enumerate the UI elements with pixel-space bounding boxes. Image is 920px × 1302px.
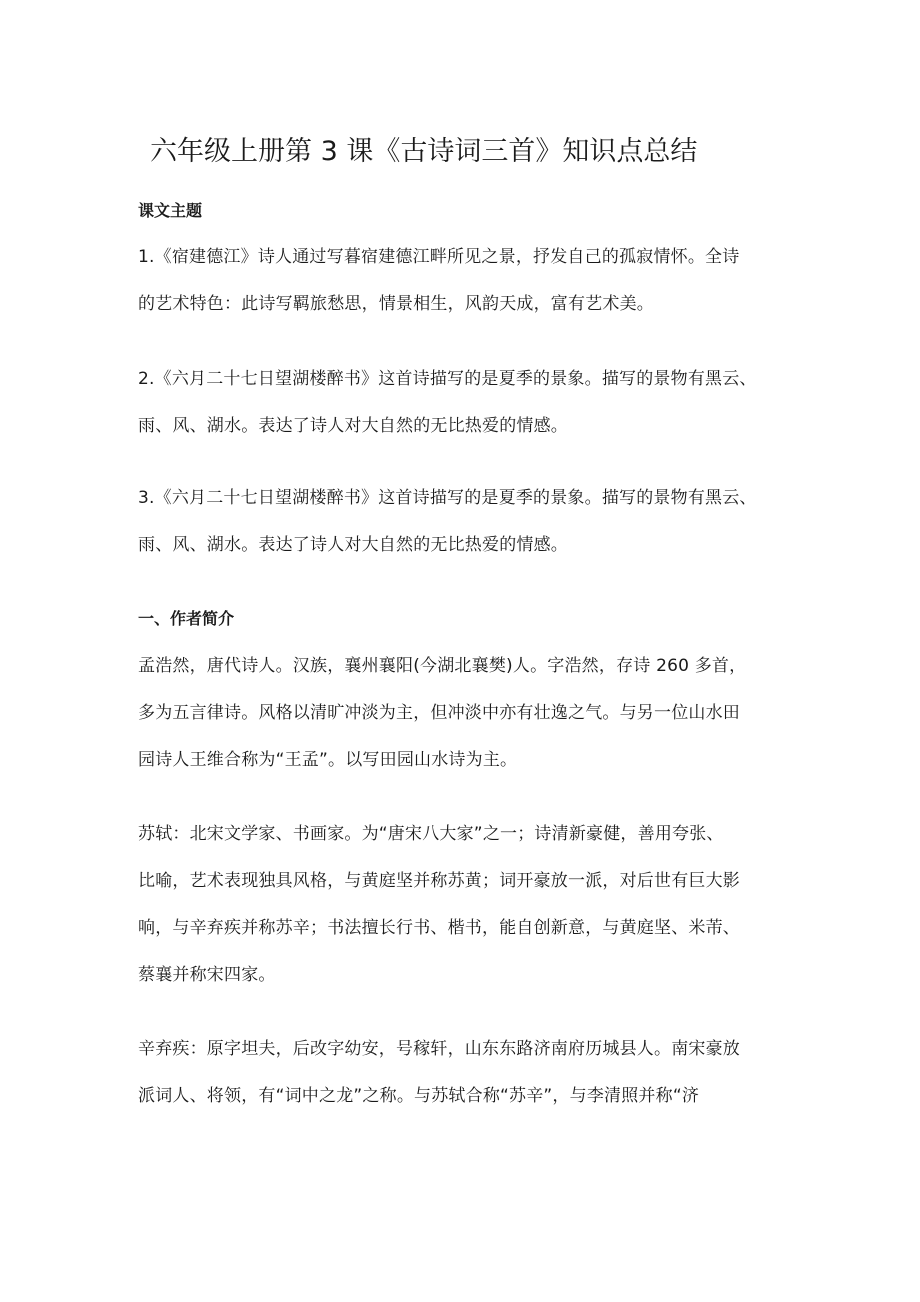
paragraph-line: 比喻，艺术表现独具风格，与黄庭坚并称苏黄；词开豪放一派，对后世有巨大影	[138, 871, 740, 891]
theme-paragraph-2	[138, 356, 798, 450]
theme-section-heading: 课文主题	[138, 201, 203, 220]
paragraph-line: 派词人、将领，有“词中之龙”之称。与苏轼合称“苏辛”，与李清照并称“济	[138, 1086, 700, 1106]
paragraph-line: 1.《宿建德江》诗人通过写暮宿建德江畔所见之景，抒发自己的孤寂情怀。全诗	[138, 247, 740, 267]
paragraph-line: 2.《六月二十七日望湖楼醉书》这首诗描写的是夏季的景象。描写的景物有黑云、	[138, 369, 757, 389]
theme-paragraph-1	[138, 234, 798, 328]
document-title: 六年级上册第 3 课《古诗词三首》知识点总结	[150, 136, 698, 167]
paragraph-line: 苏轼：北宋文学家、书画家。为“唐宋八大家”之一；诗清新豪健，善用夸张、	[138, 824, 724, 844]
author-section-heading: 一、作者简介	[138, 609, 235, 628]
theme-paragraph-3	[138, 475, 798, 569]
paragraph-line: 雨、风、湖水。表达了诗人对大自然的无比热爱的情感。	[138, 416, 568, 436]
paragraph-line: 雨、风、湖水。表达了诗人对大自然的无比热爱的情感。	[138, 535, 568, 555]
paragraph-line: 蔡襄并称宋四家。	[138, 965, 276, 985]
author-paragraph-sushi	[138, 811, 798, 999]
paragraph-line: 多为五言律诗。风格以清旷冲淡为主，但冲淡中亦有壮逸之气。与另一位山水田	[138, 703, 740, 723]
paragraph-line: 响，与辛弃疾并称苏辛；书法擅长行书、楷书，能自创新意，与黄庭坚、米芾、	[138, 918, 740, 938]
paragraph-line: 3.《六月二十七日望湖楼醉书》这首诗描写的是夏季的景象。描写的景物有黑云、	[138, 488, 757, 508]
paragraph-line: 园诗人王维合称为“王孟”。以写田园山水诗为主。	[138, 750, 518, 770]
paragraph-line: 辛弃疾：原字坦夫，后改字幼安，号稼轩，山东东路济南府历城县人。南宋豪放	[138, 1039, 740, 1059]
author-paragraph-xinqiji	[138, 1026, 798, 1120]
paragraph-line: 孟浩然，唐代诗人。汉族，襄州襄阳(今湖北襄樊)人。字浩然，存诗 260 多首，	[138, 656, 747, 676]
author-paragraph-menghaoran	[138, 643, 798, 784]
paragraph-line: 的艺术特色：此诗写羁旅愁思，情景相生，风韵天成，富有艺术美。	[138, 294, 654, 314]
